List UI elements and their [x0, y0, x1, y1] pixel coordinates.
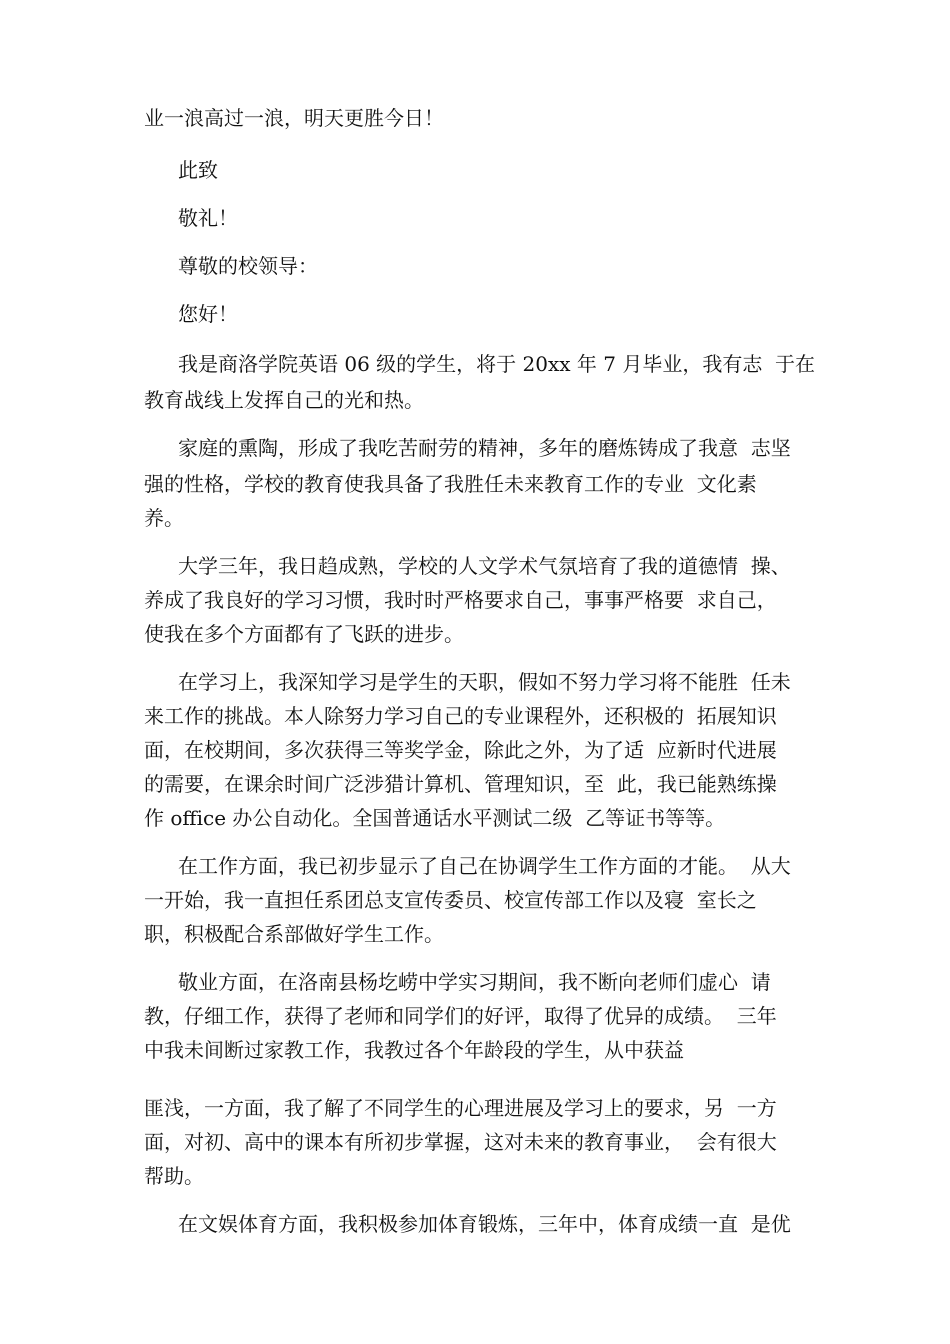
text-line: 帮助。: [144, 1164, 204, 1188]
text-line: 我是商洛学院英语 06 级的学生，将于 20xx 年 7 月毕业，我有志 于在: [178, 352, 816, 376]
text-line: 作 office 办公自动化。全国普通话水平测试二级 乙等证书等等。: [144, 806, 726, 830]
text-line: 面，在校期间，多次获得三等奖学金，除此之外，为了适 应新时代进展: [144, 738, 777, 762]
text-line: 职，积极配合系部做好学生工作。: [144, 922, 444, 946]
text-line: 敬业方面，在洛南县杨圪崂中学实习期间，我不断向老师们虚心 请: [178, 970, 771, 994]
text-line: 敬礼！: [178, 206, 238, 230]
text-line: 强的性格，学校的教育使我具备了我胜任未来教育工作的专业 文化素: [144, 472, 757, 496]
text-line: 养。: [144, 506, 184, 530]
text-line: 教育战线上发挥自己的光和热。: [144, 388, 424, 412]
text-line: 养成了我良好的学习习惯，我时时严格要求自己，事事严格要 求自己，: [144, 588, 777, 612]
text-line: 使我在多个方面都有了飞跃的进步。: [144, 622, 464, 646]
text-line: 的需要，在课余时间广泛涉猎计算机、管理知识，至 此，我已能熟练操: [144, 772, 777, 796]
text-line: 教，仔细工作，获得了老师和同学们的好评，取得了优异的成绩。 三年: [144, 1004, 777, 1028]
text-line: 业一浪高过一浪，明天更胜今日！: [144, 106, 444, 130]
text-line: 大学三年，我日趋成熟，学校的人文学术气氛培育了我的道德情 操、: [178, 554, 791, 578]
text-line: 一开始，我一直担任系团总支宣传委员、校宣传部工作以及寝 室长之: [144, 888, 757, 912]
text-line: 在工作方面，我已初步显示了自己在协调学生工作方面的才能。 从大: [178, 854, 791, 878]
text-line: 您好！: [178, 302, 238, 326]
text-line: 面，对初、高中的课本有所初步掌握，这对未来的教育事业， 会有很大: [144, 1130, 777, 1154]
text-line: 此致: [178, 158, 218, 182]
text-line: 在学习上，我深知学习是学生的天职，假如不努力学习将不能胜 任未: [178, 670, 791, 694]
text-line: 中我未间断过家教工作，我教过各个年龄段的学生，从中获益: [144, 1038, 684, 1062]
text-line: 在文娱体育方面，我积极参加体育锻炼，三年中，体育成绩一直 是优: [178, 1212, 791, 1236]
text-line: 家庭的熏陶，形成了我吃苦耐劳的精神，多年的磨炼铸成了我意 志坚: [178, 436, 791, 460]
text-line: 来工作的挑战。本人除努力学习自己的专业课程外，还积极的 拓展知识: [144, 704, 777, 728]
text-line: 尊敬的校领导：: [178, 254, 318, 278]
text-line: 匪浅，一方面，我了解了不同学生的心理进展及学习上的要求，另 一方: [144, 1096, 777, 1120]
